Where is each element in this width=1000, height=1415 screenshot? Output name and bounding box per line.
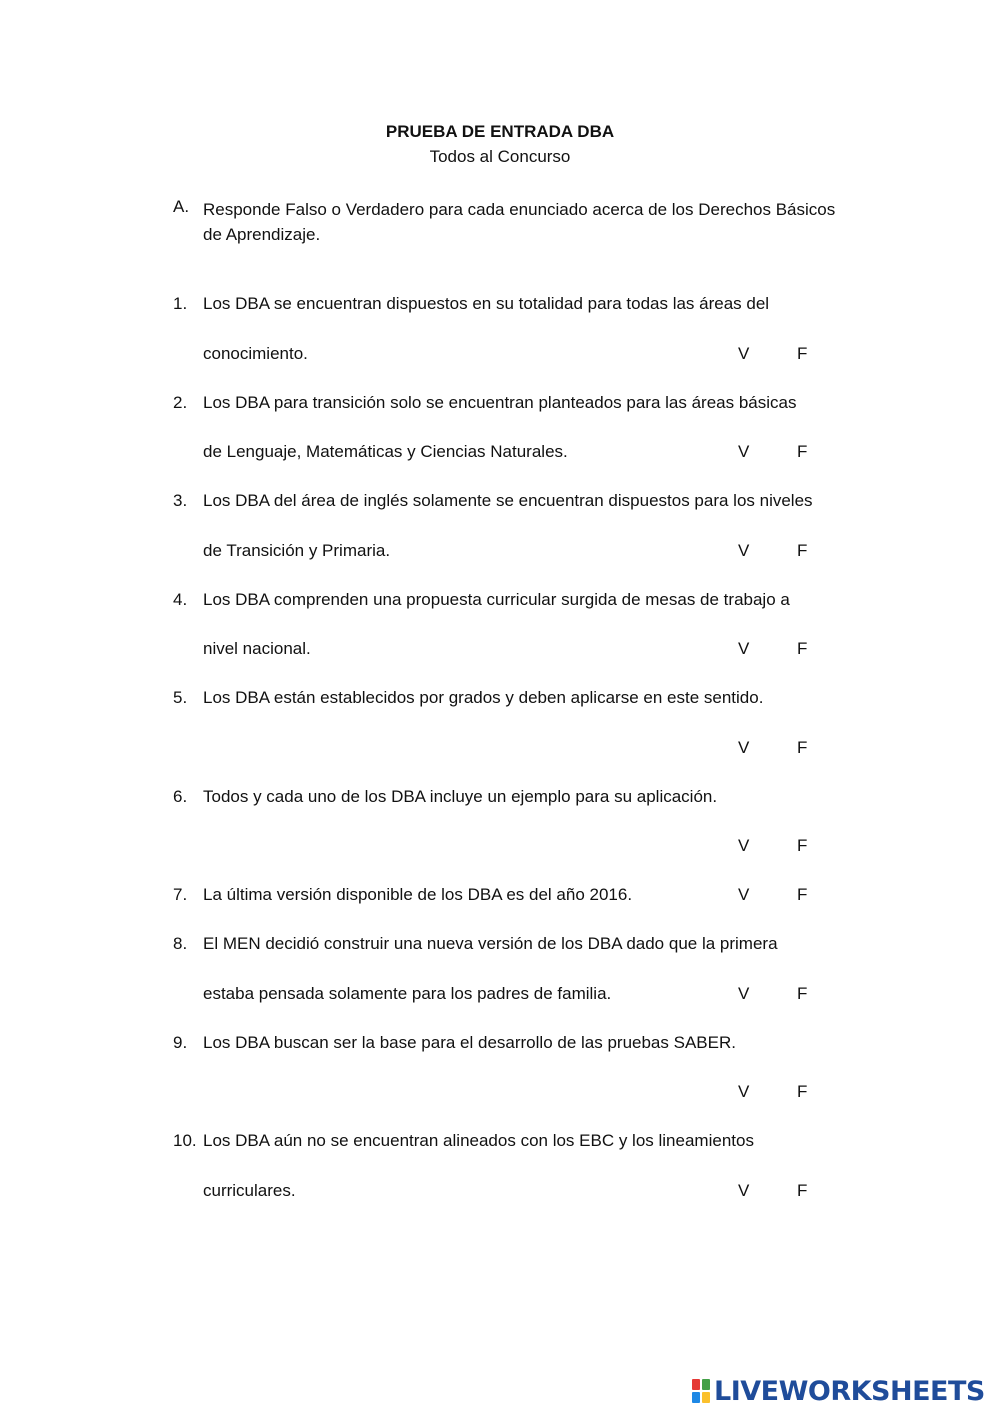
question-text-continued: conocimiento. bbox=[203, 344, 308, 363]
question-text: Los DBA se encuentran dispuestos en su totalidad para todas las áreas del bbox=[203, 294, 770, 313]
question-5-line-1 bbox=[0, 688, 1000, 712]
worksheet-subtitle: Todos al Concurso bbox=[429, 147, 571, 166]
question-text: Los DBA aún no se encuentran alineados con los EBC y los lineamientos bbox=[203, 1131, 754, 1150]
false-option[interactable]: F bbox=[797, 1181, 808, 1200]
question-text: Los DBA buscan ser la base para el desarrollo de las pruebas SABER. bbox=[203, 1033, 736, 1052]
true-option[interactable]: V bbox=[738, 541, 750, 560]
logo-square-green bbox=[702, 1379, 710, 1390]
liveworksheets-logo-text: LIVEWORKSHEETS bbox=[714, 1375, 985, 1407]
question-number: 1. bbox=[173, 294, 188, 313]
question-number: 9. bbox=[173, 1033, 188, 1052]
false-option[interactable]: F bbox=[797, 836, 808, 855]
question-3-line-1 bbox=[0, 491, 1000, 515]
true-option[interactable]: V bbox=[738, 442, 750, 461]
question-6-line-1 bbox=[0, 787, 1000, 811]
question-5-line-2 bbox=[0, 738, 1000, 762]
question-text-continued: curriculares. bbox=[203, 1181, 296, 1200]
false-option[interactable]: F bbox=[797, 984, 808, 1003]
question-10-line-2 bbox=[0, 1181, 1000, 1205]
question-1-line-1 bbox=[0, 294, 1000, 318]
question-9-line-2 bbox=[0, 1082, 1000, 1106]
question-number: 10. bbox=[173, 1131, 197, 1150]
question-10-line-1 bbox=[0, 1131, 1000, 1155]
question-text-continued: de Lenguaje, Matemáticas y Ciencias Naturales. bbox=[203, 442, 568, 461]
true-option[interactable]: V bbox=[738, 1181, 750, 1200]
question-2-line-1 bbox=[0, 393, 1000, 417]
false-option[interactable]: F bbox=[797, 639, 808, 658]
question-text: Todos y cada uno de los DBA incluye un ejemplo para su aplicación. bbox=[203, 787, 718, 806]
question-number: 6. bbox=[173, 787, 188, 806]
question-3-line-2 bbox=[0, 541, 1000, 565]
true-option[interactable]: V bbox=[738, 344, 750, 363]
false-option[interactable]: F bbox=[797, 344, 808, 363]
question-text-continued: nivel nacional. bbox=[203, 639, 311, 658]
question-4-line-2 bbox=[0, 639, 1000, 663]
question-text: La última versión disponible de los DBA es del año 2016. bbox=[203, 885, 633, 904]
question-1-line-2 bbox=[0, 344, 1000, 368]
true-option[interactable]: V bbox=[738, 639, 750, 658]
question-2-line-2 bbox=[0, 442, 1000, 466]
liveworksheets-logo-icon bbox=[692, 1379, 710, 1403]
worksheet-title: PRUEBA DE ENTRADA DBA bbox=[385, 122, 615, 141]
logo-square-red bbox=[692, 1379, 700, 1390]
question-8-line-2 bbox=[0, 984, 1000, 1008]
false-option[interactable]: F bbox=[797, 541, 808, 560]
question-number: 7. bbox=[173, 885, 188, 904]
question-text-continued: de Transición y Primaria. bbox=[203, 541, 391, 560]
question-text: Los DBA están establecidos por grados y deben aplicarse en este sentido. bbox=[203, 688, 764, 707]
true-option[interactable]: V bbox=[738, 1082, 750, 1101]
false-option[interactable]: F bbox=[797, 885, 808, 904]
question-text: El MEN decidió construir una nueva versión de los DBA dado que la primera bbox=[203, 934, 778, 953]
logo-square-yellow bbox=[702, 1392, 710, 1403]
true-option[interactable]: V bbox=[738, 885, 750, 904]
question-text: Los DBA para transición solo se encuentran planteados para las áreas básicas bbox=[203, 393, 797, 412]
question-number: 8. bbox=[173, 934, 188, 953]
question-number: 3. bbox=[173, 491, 188, 510]
liveworksheets-logo bbox=[692, 1376, 985, 1406]
true-option[interactable]: V bbox=[738, 836, 750, 855]
question-number: 5. bbox=[173, 688, 188, 707]
instruction-text: Responde Falso o Verdadero para cada enunciado acerca de los Derechos Básicos de Aprendizaje. bbox=[203, 200, 836, 244]
false-option[interactable]: F bbox=[797, 442, 808, 461]
true-option[interactable]: V bbox=[738, 984, 750, 1003]
question-text: Los DBA comprenden una propuesta curricular surgida de mesas de trabajo a bbox=[203, 590, 790, 609]
true-option[interactable]: V bbox=[738, 738, 750, 757]
question-number: 2. bbox=[173, 393, 188, 412]
question-number: 4. bbox=[173, 590, 188, 609]
question-text-continued: estaba pensada solamente para los padres de familia. bbox=[203, 984, 612, 1003]
question-7-line-1 bbox=[0, 885, 1000, 909]
question-text: Los DBA del área de inglés solamente se encuentran dispuestos para los niveles bbox=[203, 491, 813, 510]
false-option[interactable]: F bbox=[797, 1082, 808, 1101]
false-option[interactable]: F bbox=[797, 738, 808, 757]
question-9-line-1 bbox=[0, 1033, 1000, 1057]
question-6-line-2 bbox=[0, 836, 1000, 860]
logo-square-blue bbox=[692, 1392, 700, 1403]
question-8-line-1 bbox=[0, 934, 1000, 958]
instruction-marker: A. bbox=[173, 197, 190, 216]
question-4-line-1 bbox=[0, 590, 1000, 614]
